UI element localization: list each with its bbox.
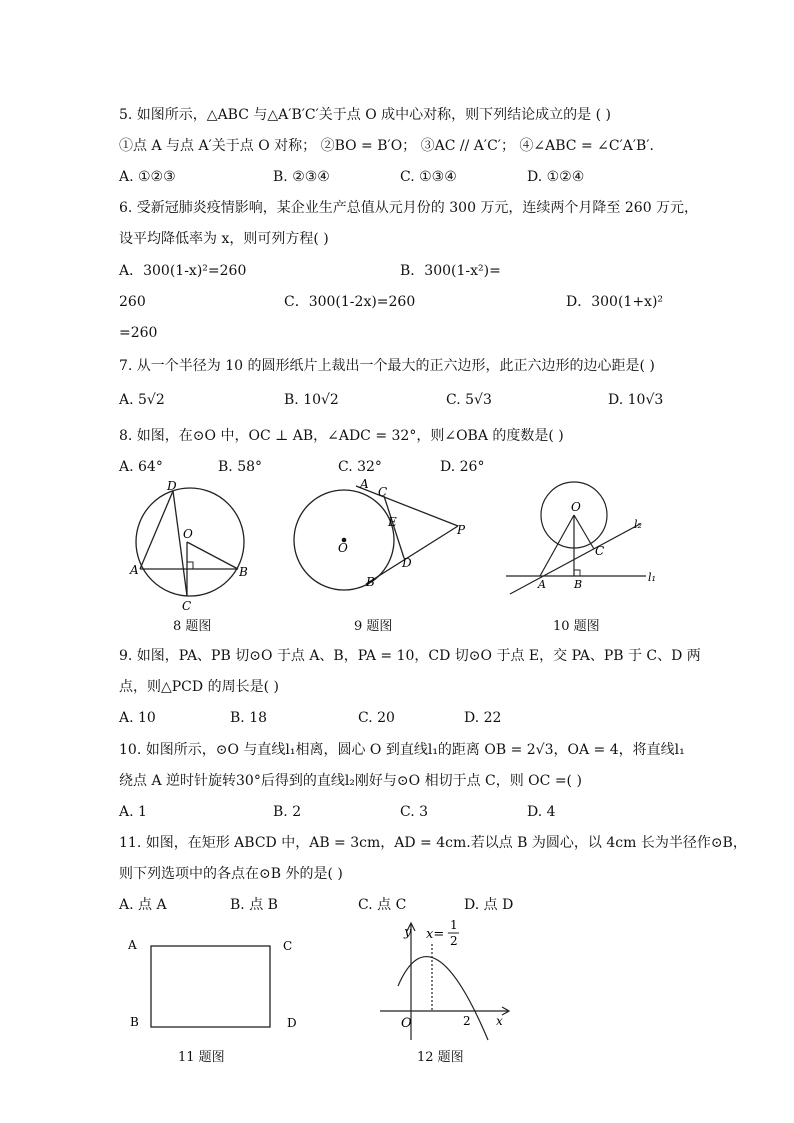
q7-option-b: B. 10√2 (284, 392, 339, 408)
fig9-label-d: D (402, 556, 412, 570)
figure-8-diagram (120, 476, 260, 616)
q11-option-c: C. 点 C (358, 897, 407, 913)
q10-stem-line2: 绕点 A 逆时针旋转30°后得到的直线l₂刚好与⊙O 相切于点 C，则 OC =( ) (119, 773, 582, 789)
fig8-label-c: C (182, 599, 192, 613)
q11-stem-line1: 11. 如图，在矩形 ABCD 中，AB = 3cm，AD = 4cm.若以点 B 为圆心，以 4cm 长为半径作⊙B， (119, 835, 747, 851)
q11-stem-line2: 则下列选项中的各点在⊙B 外的是( ) (119, 866, 343, 882)
fig11-label-a: A (128, 938, 137, 952)
q5-option-d: D. ①②④ (527, 169, 585, 185)
q11-option-b: B. 点 B (230, 897, 278, 913)
fig8-right-angle-mark (187, 562, 193, 569)
q9-option-a: A. 10 (119, 710, 156, 726)
q6-option-b: B．300(1-x²)= (400, 263, 501, 279)
q5-stem: 5. 如图所示，△ABC 与△A′B′C′关于点 O 成中心对称，则下列结论成立的是 ( ) (119, 107, 612, 123)
fig8-segment-da (140, 491, 173, 569)
q8-option-b: B. 58° (218, 459, 263, 475)
q7-option-c: C. 5√3 (446, 392, 492, 408)
q8-option-d: D. 26° (440, 459, 485, 475)
fig10-label-l2: l₂ (634, 518, 642, 531)
fig8-label-d: D (167, 479, 177, 493)
q6-stem-line2: 设平均降低率为 x，则可列方程( ) (119, 231, 329, 247)
fig10-segment-oc (574, 515, 594, 549)
fig11-label-b: B (130, 1015, 139, 1029)
q9-option-c: C. 20 (358, 710, 395, 726)
q7-stem: 7. 从一个半径为 10 的圆形纸片上裁出一个最大的正六边形，此正六边形的边心距是( ) (119, 358, 655, 374)
q5-option-b: B. ②③④ (273, 169, 330, 185)
fig8-segment-dc (173, 491, 187, 596)
q6-option-d: D．300(1+x)² (566, 294, 664, 310)
q9-stem-line1: 9. 如图，PA、PB 切⊙O 于点 A、B，PA = 10，CD 切⊙O 于点 E，交 PA、PB 于 C、D 两 (119, 648, 701, 664)
fig9-label-o: O (338, 541, 348, 555)
figure-11-diagram (120, 930, 310, 1040)
q10-option-c: C. 3 (400, 804, 429, 820)
q9-option-d: D. 22 (464, 710, 502, 726)
q10-option-d: D. 4 (527, 804, 556, 820)
q9-stem-line2: 点，则△PCD 的周长是( ) (119, 679, 279, 695)
q6-option-a: A．300(1-x)²=260 (119, 263, 247, 279)
fig9-label-e: E (388, 515, 397, 529)
fig12-label-numerator: 1 (450, 918, 458, 932)
fig8-circle (136, 488, 244, 596)
q11-option-d: D. 点 D (464, 897, 514, 913)
fig8-label-o: O (183, 527, 193, 541)
fig10-label-b: B (574, 578, 583, 591)
q10-stem-line1: 10. 如图所示，⊙O 与直线l₁相离，圆心 O 到直线l₁的距离 OB = 2√3，OA = 4，将直线l₁ (119, 742, 685, 758)
figure-9-caption: 9 题图 (354, 619, 393, 634)
q5-option-a: A. ①②③ (119, 169, 176, 185)
figure-9-diagram (296, 476, 476, 596)
q7-option-a: A. 5√2 (119, 392, 165, 408)
q8-option-a: A. 64° (119, 459, 163, 475)
q11-option-a: A. 点 A (119, 897, 167, 913)
fig9-label-b: B (366, 575, 375, 589)
fig11-rectangle (151, 946, 270, 1027)
figure-12-diagram (376, 912, 526, 1042)
fig10-segment-oa (540, 515, 574, 576)
q9-option-b: B. 18 (230, 710, 268, 726)
fig10-label-l1: l₁ (648, 571, 656, 584)
fig9-label-p: P (457, 523, 466, 537)
fig11-label-d: D (287, 1016, 297, 1030)
q5-option-c: C. ①③④ (400, 169, 457, 185)
fig12-label-denominator: 2 (450, 934, 458, 948)
fig9-tangent-pa (356, 486, 458, 526)
fig9-label-a: A (360, 477, 369, 491)
fig9-tangent-pb (366, 526, 458, 584)
figure-12-caption: 12 题图 (417, 1050, 464, 1065)
figure-10-diagram (504, 476, 674, 596)
figure-11-caption: 11 题图 (178, 1050, 225, 1065)
q5-conditions: ①点 A 与点 A′关于点 O 对称； ②BO = B′O； ③AC // A′C′； ④∠ABC = ∠C′A′B′． (119, 138, 664, 154)
fig10-right-angle-mark (574, 570, 580, 576)
fig12-label-y: y (404, 925, 412, 940)
fig10-label-o: O (571, 500, 581, 514)
fig11-label-c: C (283, 939, 293, 953)
figure-10-caption: 10 题图 (553, 619, 600, 634)
q8-option-c: C. 32° (338, 459, 382, 475)
fig10-label-c: C (595, 544, 605, 558)
q6-option-b-continued: 260 (119, 294, 146, 310)
q6-stem-line1: 6. 受新冠肺炎疫情影响，某企业生产总值从元月份的 300 万元，连续两个月降至 260 万元， (119, 200, 699, 216)
fig12-label-x-eq: x= (426, 927, 445, 942)
fig12-label-origin: O (401, 1016, 412, 1031)
figure-8-caption: 8 题图 (173, 619, 212, 634)
q10-option-b: B. 2 (273, 804, 302, 820)
q7-option-d: D. 10√3 (608, 392, 664, 408)
q6-option-d-continued: =260 (119, 325, 158, 341)
fig12-label-two: 2 (463, 1014, 471, 1028)
q8-stem: 8. 如图，在⊙O 中，OC ⊥ AB，∠ADC = 32°，则∠OBA 的度数是( ) (119, 428, 564, 444)
q10-option-a: A. 1 (119, 804, 147, 820)
q6-option-c: C．300(1-2x)=260 (284, 294, 416, 310)
fig8-label-a: A (130, 563, 139, 577)
fig8-segment-ob (187, 542, 238, 569)
fig10-label-a: A (538, 578, 546, 591)
fig12-label-x: x (496, 1014, 503, 1028)
fig9-label-c: C (378, 485, 388, 499)
fig8-label-b: B (239, 565, 248, 579)
